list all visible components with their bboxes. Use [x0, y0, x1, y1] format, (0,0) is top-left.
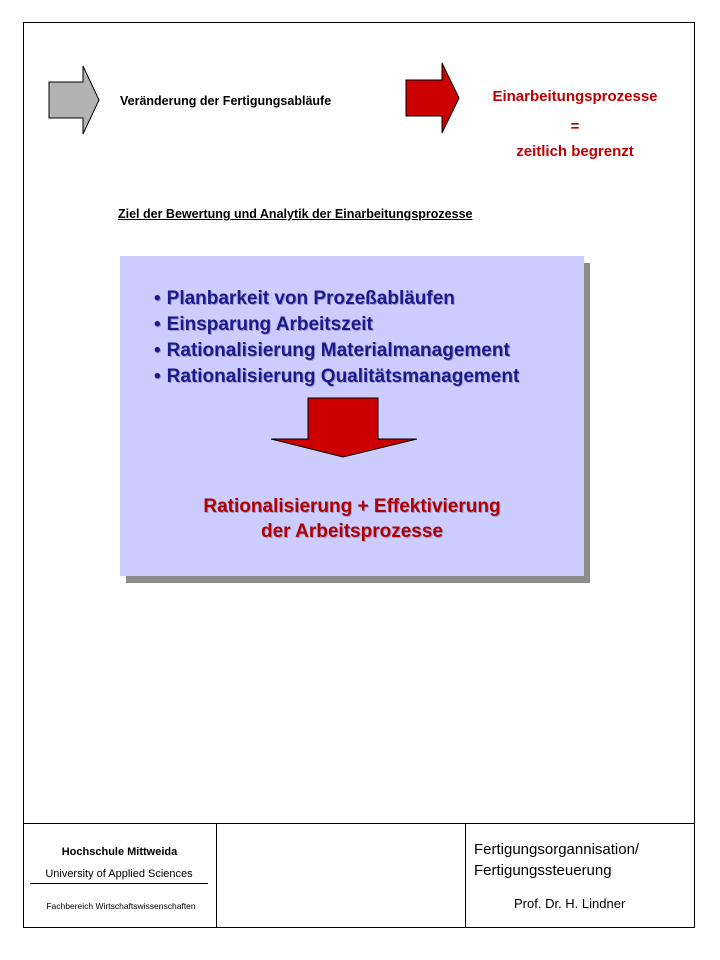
list-item: • Rationalisierung Qualitätsmanagement	[154, 364, 519, 390]
professor-name: Prof. Dr. H. Lindner	[514, 896, 626, 911]
footer-divider	[23, 823, 695, 824]
header-right-title: Einarbeitungsprozesse	[492, 88, 658, 105]
footer-column-divider-left	[216, 823, 217, 928]
content-box	[120, 256, 584, 576]
bullet-list	[154, 286, 519, 390]
list-item: • Einsparung Arbeitszeit	[154, 312, 519, 338]
university-subtitle: University of Applied Sciences	[30, 868, 208, 884]
course-title-line-2: Fertigungssteuerung	[474, 862, 612, 879]
result-line-2: der Arbeitsprozesse	[261, 521, 443, 542]
goal-title: Ziel der Bewertung und Analytik der Einarbeitungsprozesse	[118, 207, 473, 221]
university-name: Hochschule Mittweida	[61, 846, 178, 858]
header-right-equals: =	[570, 118, 580, 135]
gray-right-arrow-icon	[48, 65, 100, 135]
red-down-arrow-icon	[270, 397, 420, 459]
header-right-subtitle: zeitlich begrenzt	[516, 143, 634, 160]
result-text	[120, 494, 584, 544]
list-item: • Rationalisierung Materialmanagement	[154, 338, 519, 364]
result-line-1: Rationalisierung + Effektivierung	[203, 496, 501, 517]
footer-column-divider-right	[465, 823, 466, 928]
course-title-line-1: Fertigungsorgannisation/	[474, 841, 640, 858]
course-title	[474, 839, 639, 881]
red-right-arrow-icon	[405, 62, 460, 134]
header-left-text: Veränderung der Fertigungsabläufe	[120, 94, 332, 108]
department-name: Fachbereich Wirtschaftswissenschaften	[46, 901, 196, 911]
list-item: • Planbarkeit von Prozeßabläufen	[154, 286, 519, 312]
